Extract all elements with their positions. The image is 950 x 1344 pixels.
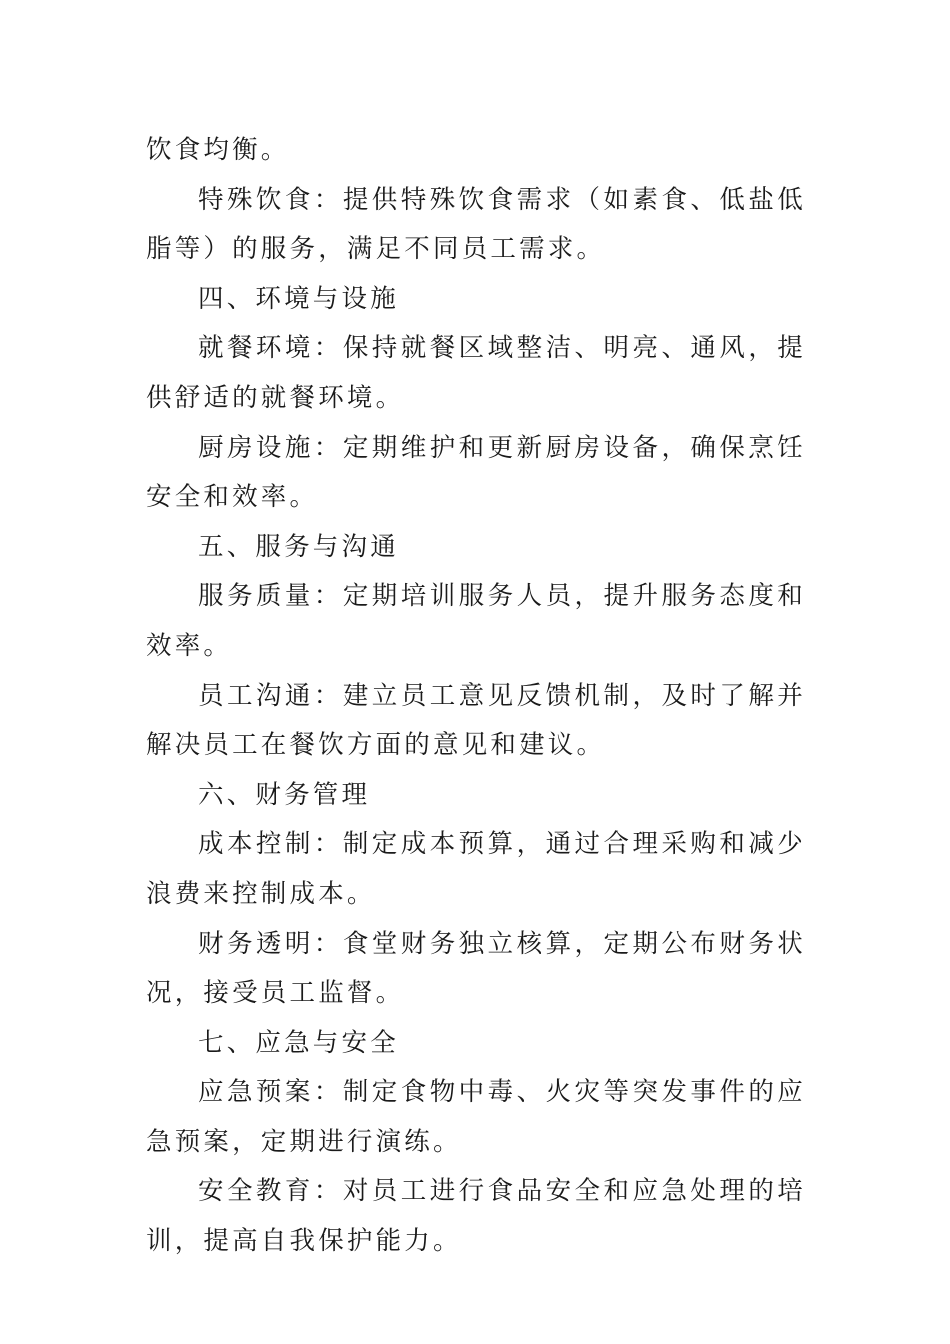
paragraph-kitchen-facilities: 厨房设施：定期维护和更新厨房设备，确保烹饪安全和效率。: [146, 432, 806, 513]
paragraph-special-diet: 特殊饮食：提供特殊饮食需求（如素食、低盐低脂等）的服务，满足不同员工需求。: [146, 184, 806, 265]
section-heading-service: 五、服务与沟通: [198, 531, 399, 562]
paragraph-financial-transparency: 财务透明：食堂财务独立核算，定期公布财务状况，接受员工监督。: [146, 928, 806, 1009]
section-heading-emergency: 七、应急与安全: [198, 1027, 399, 1058]
paragraph-safety-education: 安全教育：对员工进行食品安全和应急处理的培训，提高自我保护能力。: [146, 1176, 806, 1257]
paragraph-continuation: 饮食均衡。: [146, 135, 290, 165]
section-heading-finance: 六、财务管理: [198, 779, 371, 810]
paragraph-cost-control: 成本控制：制定成本预算，通过合理采购和减少浪费来控制成本。: [146, 829, 806, 909]
paragraph-emergency-plan: 应急预案：制定食物中毒、火灾等突发事件的应急预案，定期进行演练。: [146, 1077, 806, 1157]
paragraph-staff-communication: 员工沟通：建立员工意见反馈机制，及时了解并解决员工在餐饮方面的意见和建议。: [146, 680, 806, 761]
paragraph-service-quality: 服务质量：定期培训服务人员，提升服务态度和效率。: [146, 581, 806, 661]
document-body: [146, 126, 806, 1267]
paragraph-dining-environment: 就餐环境：保持就餐区域整洁、明亮、通风，提供舒适的就餐环境。: [146, 333, 806, 413]
section-heading-environment: 四、环境与设施: [198, 283, 399, 314]
